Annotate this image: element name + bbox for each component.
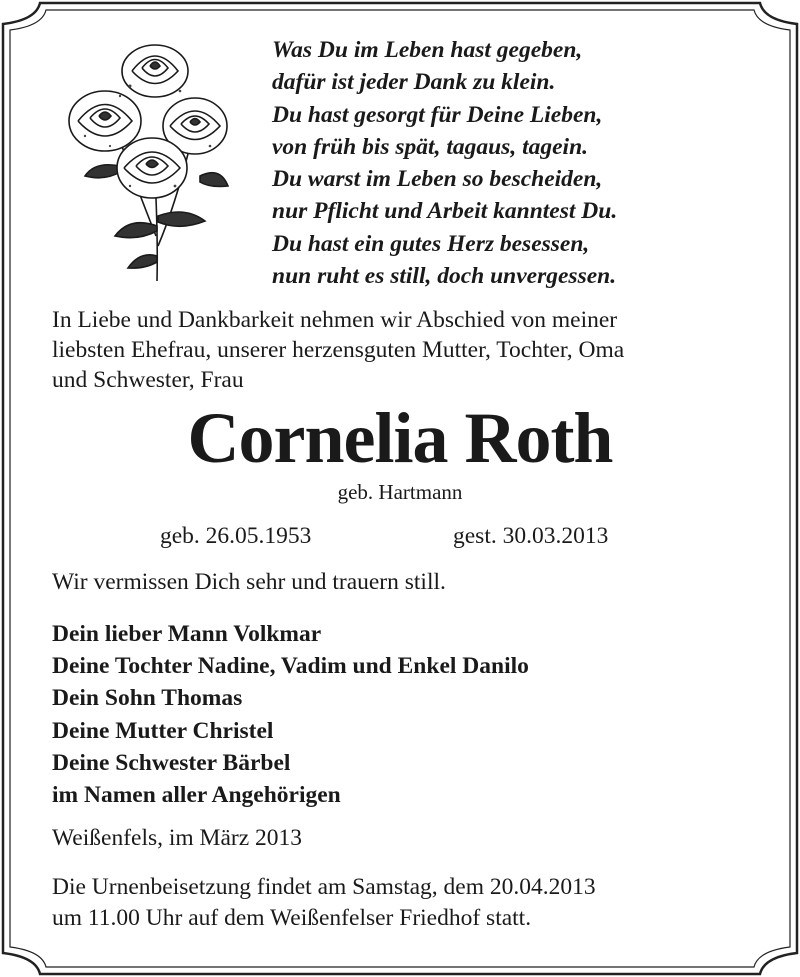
mourners-list xyxy=(52,618,529,811)
intro-line: liebsten Ehefrau, unserer herzensguten Mutter, Tochter, Oma xyxy=(52,337,625,363)
mourner: Deine Tochter Nadine, Vadim und Enkel Danilo xyxy=(52,653,529,680)
poem-line: von früh bis spät, tagaus, tagein. xyxy=(272,133,589,160)
burial-notice xyxy=(52,872,596,934)
burial-line: Die Urnenbeisetzung findet am Samstag, dem 20.04.2013 xyxy=(52,874,596,900)
mourner: Dein Sohn Thomas xyxy=(52,685,243,712)
poem-line: nun ruht es still, doch unvergessen. xyxy=(272,263,617,290)
mourner: Deine Mutter Christel xyxy=(52,717,274,744)
place-date: Weißenfels, im März 2013 xyxy=(52,825,303,851)
poem-line: Du hast ein gutes Herz besessen, xyxy=(272,230,590,257)
mourner: Deine Schwester Bärbel xyxy=(52,749,291,776)
poem-line: Was Du im Leben hast gegeben, xyxy=(272,37,583,63)
intro-text xyxy=(52,305,772,395)
poem-line: Du warst im Leben so bescheiden, xyxy=(272,166,603,193)
burial-line: um 11.00 Uhr auf dem Weißenfelser Friedhof statt. xyxy=(52,905,532,931)
death-date: gest. 30.03.2013 xyxy=(453,523,609,549)
mourner: Dein lieber Mann Volkmar xyxy=(52,621,322,647)
poem-line: dafür ist jeder Dank zu klein. xyxy=(272,69,556,96)
poem-line: nur Pflicht und Arbeit kanntest Du. xyxy=(272,198,618,225)
poem xyxy=(272,34,617,292)
mourning-line: Wir vermissen Dich sehr und trauern still. xyxy=(52,569,446,595)
intro-line: In Liebe und Dankbarkeit nehmen wir Abschied von meiner xyxy=(52,307,618,333)
roses-illustration-icon xyxy=(60,36,230,286)
poem-line: Du hast gesorgt für Deine Lieben, xyxy=(272,101,603,128)
birth-date: geb. 26.05.1953 xyxy=(160,523,312,549)
intro-line: und Schwester, Frau xyxy=(52,367,244,393)
maiden-name: geb. Hartmann xyxy=(337,480,463,504)
mourner: im Namen aller Angehörigen xyxy=(52,782,341,809)
deceased-name: Cornelia Roth xyxy=(187,398,613,478)
